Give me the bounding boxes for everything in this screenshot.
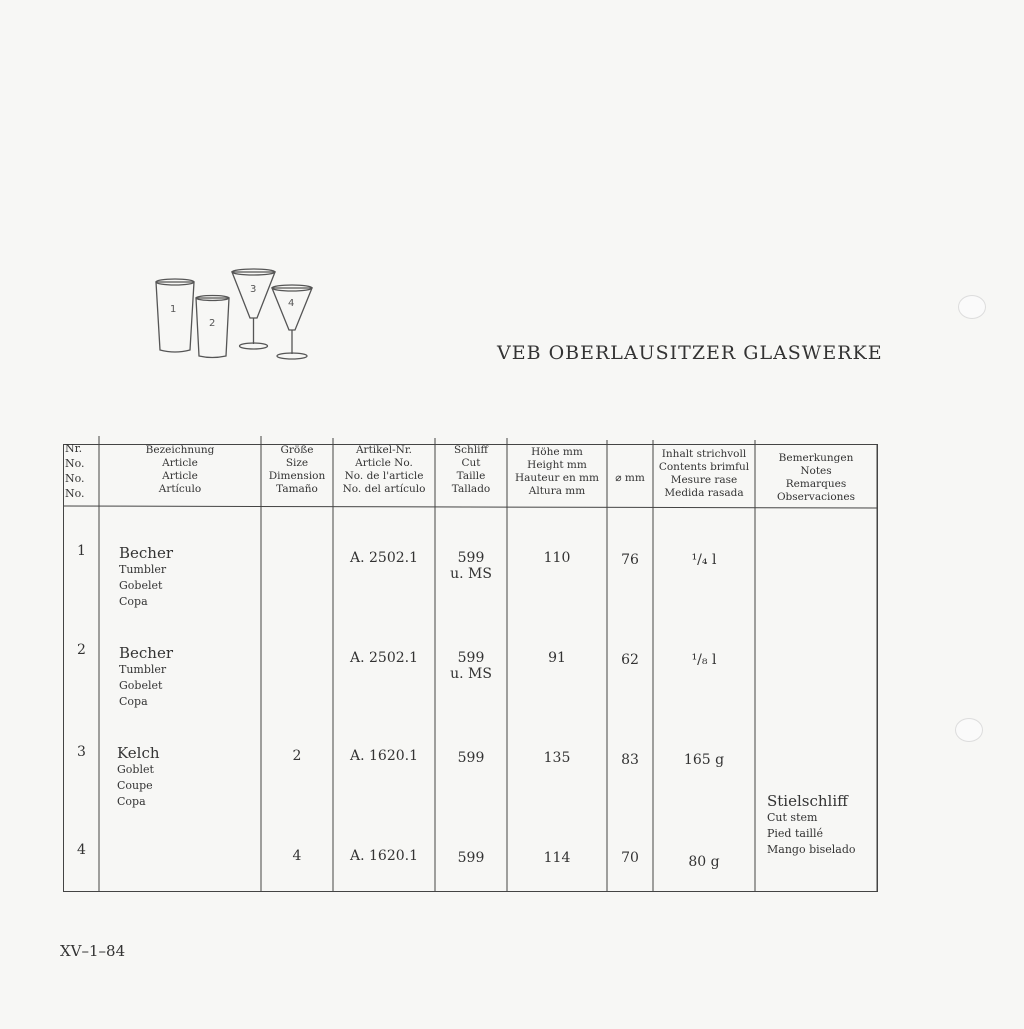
row-nr: 3 bbox=[77, 744, 86, 760]
row-description: Becher Tumbler Gobelet Copa bbox=[119, 544, 174, 608]
header-bemerkungen: Bemerkungen Notes Remarques Observaciones bbox=[776, 452, 856, 503]
row-article: A. 2502.1 bbox=[350, 550, 418, 566]
row-cut: 599 u. MS bbox=[450, 650, 492, 682]
row-article: A. 2502.1 bbox=[350, 650, 418, 666]
header-artikel: Artikel-Nr. Article No. No. de l'article No. del artículo bbox=[342, 444, 426, 495]
header-nr: Nr. No. No. No. bbox=[65, 442, 85, 500]
row-content: ¹/₈ l bbox=[691, 652, 717, 668]
row-size: 2 bbox=[292, 748, 302, 764]
row-height: 135 bbox=[543, 750, 571, 766]
row-cut: 599 bbox=[457, 750, 485, 766]
row-diameter: 76 bbox=[621, 552, 639, 568]
row-remark: Stielschliff Cut stem Pied taillé Mango biselado bbox=[767, 792, 856, 856]
header-schliff: Schliff Cut Taille Tallado bbox=[451, 444, 491, 495]
row-content: ¹/₄ l bbox=[691, 552, 717, 568]
header-bezeichnung: Bezeichnung Article Article Artículo bbox=[145, 444, 215, 495]
glass-label-4: 4 bbox=[288, 298, 295, 309]
row-nr: 1 bbox=[77, 543, 86, 559]
punch-hole bbox=[955, 718, 983, 742]
glass-label-2: 2 bbox=[209, 318, 216, 329]
row-article: A. 1620.1 bbox=[350, 848, 418, 864]
punch-hole bbox=[958, 295, 986, 319]
row-cut: 599 u. MS bbox=[450, 550, 492, 582]
row-height: 91 bbox=[548, 650, 566, 666]
row-cut: 599 bbox=[457, 850, 485, 866]
row-description: Becher Tumbler Gobelet Copa bbox=[119, 644, 174, 708]
row-height: 110 bbox=[543, 550, 571, 566]
glasses-illustration bbox=[150, 262, 320, 362]
product-table bbox=[63, 436, 878, 892]
row-diameter: 70 bbox=[621, 850, 639, 866]
header-inhalt: Inhalt strichvoll Contents brimful Mesure rase Medida rasada bbox=[658, 448, 750, 499]
company-name: VEB OBERLAUSITZER GLASWERKE bbox=[497, 342, 883, 364]
glass-label-1: 1 bbox=[170, 304, 177, 315]
header-groesse: Größe Size Dimension Tamaño bbox=[268, 444, 326, 495]
header-durchmesser: ⌀ mm bbox=[615, 472, 645, 484]
row-diameter: 83 bbox=[621, 752, 639, 768]
row-content: 80 g bbox=[688, 854, 720, 870]
row-diameter: 62 bbox=[621, 652, 639, 668]
row-nr: 4 bbox=[77, 842, 86, 858]
header-hoehe: Höhe mm Height mm Hauteur en mm Altura mm bbox=[515, 446, 599, 497]
row-size: 4 bbox=[292, 848, 302, 864]
glass-label-3: 3 bbox=[250, 284, 257, 295]
row-nr: 2 bbox=[77, 642, 86, 658]
row-height: 114 bbox=[543, 850, 571, 866]
row-article: A. 1620.1 bbox=[350, 748, 418, 764]
row-content: 165 g bbox=[683, 752, 725, 768]
row-description: Kelch Goblet Coupe Copa bbox=[117, 744, 160, 808]
page-reference: XV–1–84 bbox=[60, 942, 126, 960]
